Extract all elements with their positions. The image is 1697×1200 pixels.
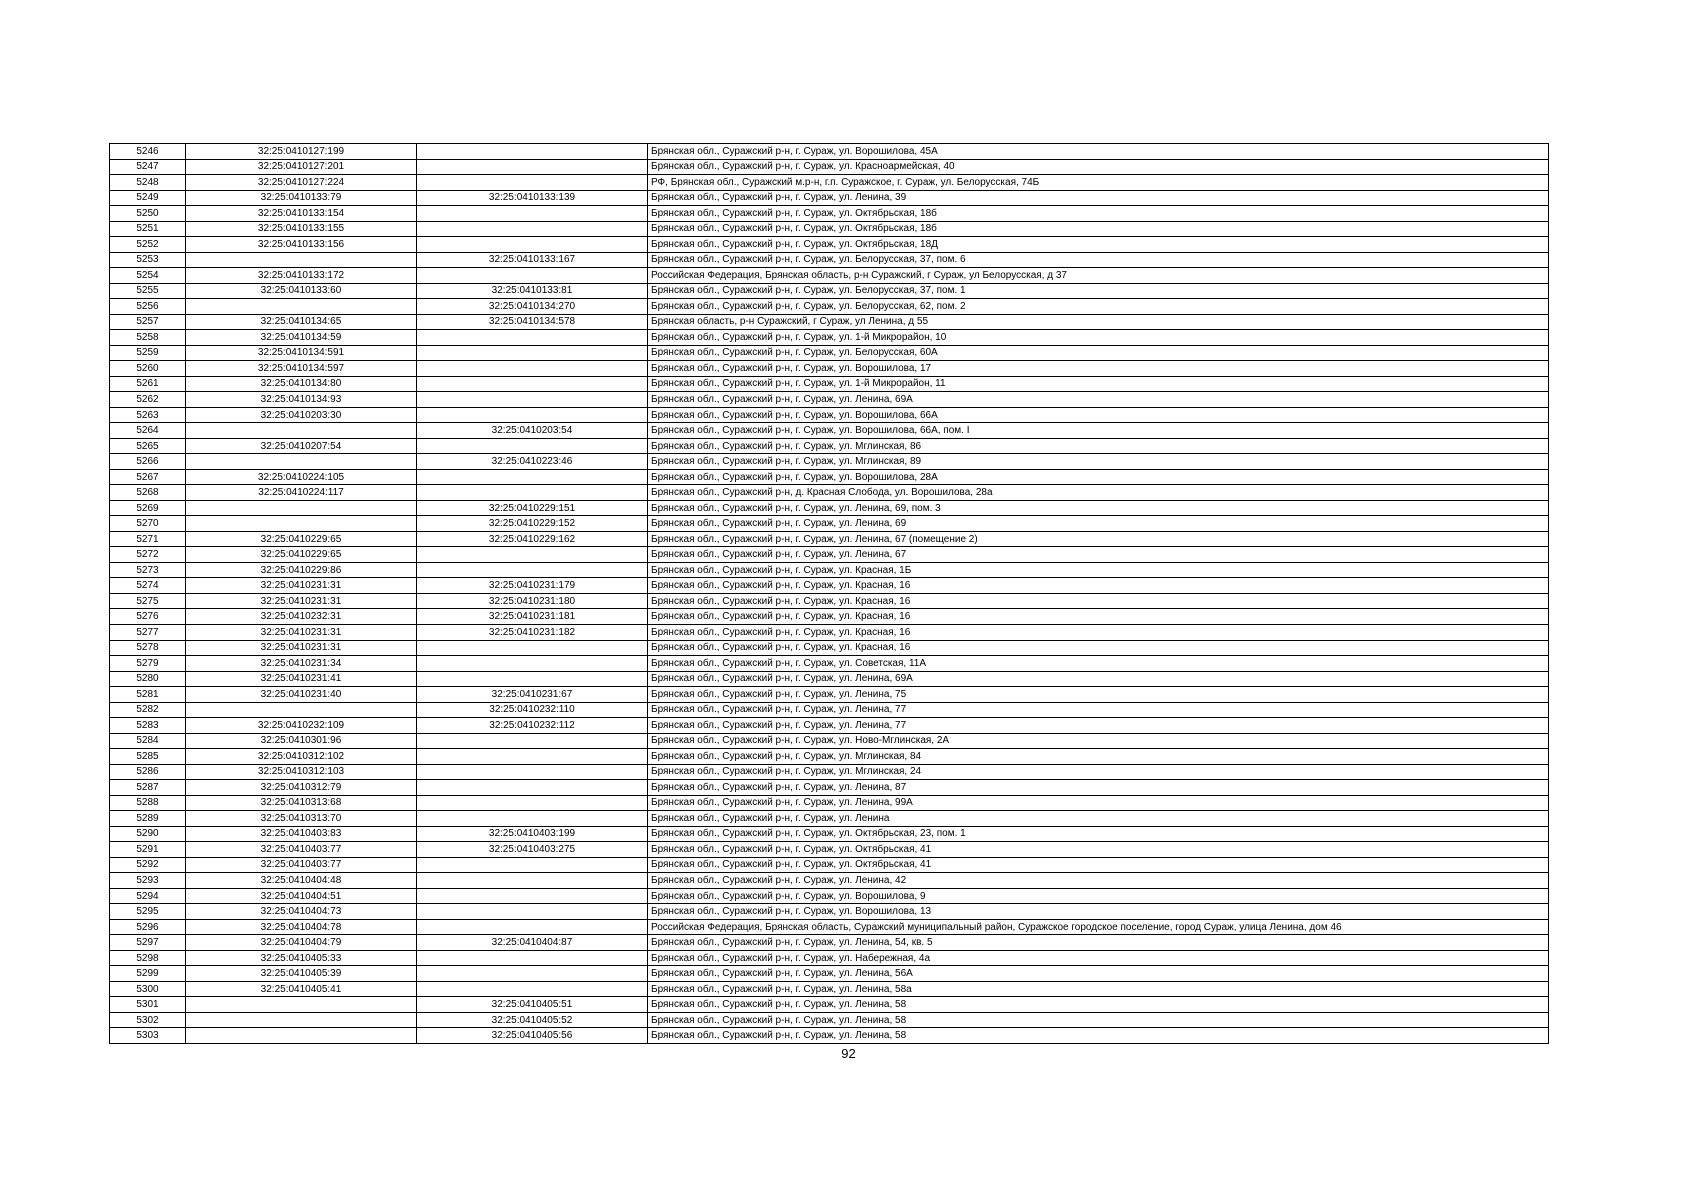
address-cell: Брянская обл., Суражский р-н, г. Сураж, ул. Красная, 16 [648, 609, 1549, 625]
related-cadastral-number-cell [417, 330, 648, 346]
row-number-cell: 5248 [110, 175, 186, 191]
cadastral-number-cell: 32:25:0410133:79 [186, 190, 417, 206]
cadastral-number-cell [186, 500, 417, 516]
table-row [110, 904, 1549, 920]
address-cell: Брянская обл., Суражский р-н, г. Сураж, ул. Ленина, 69А [648, 392, 1549, 408]
row-number-cell: 5252 [110, 237, 186, 253]
address-cell: Брянская обл., Суражский р-н, г. Сураж, ул. Ленина, 69, пом. 3 [648, 500, 1549, 516]
address-cell: Брянская обл., Суражский р-н, г. Сураж, ул. Ленина, 56А [648, 966, 1549, 982]
table-row [110, 159, 1549, 175]
row-number-cell: 5279 [110, 656, 186, 672]
related-cadastral-number-cell [417, 981, 648, 997]
table-row [110, 609, 1549, 625]
related-cadastral-number-cell: 32:25:0410133:139 [417, 190, 648, 206]
related-cadastral-number-cell: 32:25:0410229:152 [417, 516, 648, 532]
related-cadastral-number-cell [417, 268, 648, 284]
row-number-cell: 5270 [110, 516, 186, 532]
related-cadastral-number-cell: 32:25:0410403:275 [417, 842, 648, 858]
related-cadastral-number-cell: 32:25:0410134:578 [417, 314, 648, 330]
cadastral-number-cell: 32:25:0410133:155 [186, 221, 417, 237]
table-row [110, 749, 1549, 765]
cadastral-number-cell: 32:25:0410403:83 [186, 826, 417, 842]
table-row [110, 531, 1549, 547]
related-cadastral-number-cell [417, 376, 648, 392]
related-cadastral-number-cell: 32:25:0410133:81 [417, 283, 648, 299]
table-row [110, 764, 1549, 780]
address-cell: Брянская обл., Суражский р-н, г. Сураж, ул. Мглинская, 86 [648, 438, 1549, 454]
table-row [110, 687, 1549, 703]
row-number-cell: 5298 [110, 950, 186, 966]
row-number-cell: 5278 [110, 640, 186, 656]
related-cadastral-number-cell [417, 795, 648, 811]
table-row [110, 547, 1549, 563]
related-cadastral-number-cell [417, 857, 648, 873]
cadastral-number-cell: 32:25:0410127:224 [186, 175, 417, 191]
related-cadastral-number-cell: 32:25:0410231:182 [417, 624, 648, 640]
address-cell: Брянская обл., Суражский р-н, г. Сураж, ул. Ленина [648, 811, 1549, 827]
cadastral-number-cell: 32:25:0410231:31 [186, 578, 417, 594]
table-row [110, 718, 1549, 734]
table-row [110, 950, 1549, 966]
address-cell: Брянская обл., Суражский р-н, д. Красная Слобода, ул. Ворошилова, 28а [648, 485, 1549, 501]
address-cell: Брянская обл., Суражский р-н, г. Сураж, ул. Ворошилова, 13 [648, 904, 1549, 920]
related-cadastral-number-cell [417, 640, 648, 656]
row-number-cell: 5297 [110, 935, 186, 951]
address-cell: Брянская обл., Суражский р-н, г. Сураж, ул. Октябрьская, 41 [648, 842, 1549, 858]
address-cell: Брянская обл., Суражский р-н, г. Сураж, ул. Октябрьская, 41 [648, 857, 1549, 873]
related-cadastral-number-cell: 32:25:0410134:270 [417, 299, 648, 315]
table-row [110, 857, 1549, 873]
row-number-cell: 5254 [110, 268, 186, 284]
address-cell: Брянская обл., Суражский р-н, г. Сураж, ул. 1-й Микрорайон, 10 [648, 330, 1549, 346]
row-number-cell: 5255 [110, 283, 186, 299]
address-cell: Брянская обл., Суражский р-н, г. Сураж, ул. Ленина, 69 [648, 516, 1549, 532]
related-cadastral-number-cell [417, 749, 648, 765]
cadastral-number-cell [186, 252, 417, 268]
cadastral-number-cell: 32:25:0410134:65 [186, 314, 417, 330]
table-row [110, 624, 1549, 640]
row-number-cell: 5290 [110, 826, 186, 842]
table-row [110, 190, 1549, 206]
related-cadastral-number-cell [417, 904, 648, 920]
row-number-cell: 5274 [110, 578, 186, 594]
table-row [110, 330, 1549, 346]
row-number-cell: 5257 [110, 314, 186, 330]
table-row [110, 562, 1549, 578]
address-cell: Брянская обл., Суражский р-н, г. Сураж, ул. Ворошилова, 66А, пом. I [648, 423, 1549, 439]
address-cell: Брянская обл., Суражский р-н, г. Сураж, ул. Ленина, 99А [648, 795, 1549, 811]
address-cell: Брянская обл., Суражский р-н, г. Сураж, ул. Мглинская, 89 [648, 454, 1549, 470]
table-row [110, 1028, 1549, 1044]
row-number-cell: 5272 [110, 547, 186, 563]
row-number-cell: 5289 [110, 811, 186, 827]
cadastral-number-cell: 32:25:0410134:597 [186, 361, 417, 377]
table-row [110, 733, 1549, 749]
related-cadastral-number-cell: 32:25:0410203:54 [417, 423, 648, 439]
cadastral-number-cell: 32:25:0410127:201 [186, 159, 417, 175]
table-row [110, 811, 1549, 827]
row-number-cell: 5275 [110, 593, 186, 609]
table-row [110, 702, 1549, 718]
table-row [110, 873, 1549, 889]
table-row [110, 175, 1549, 191]
related-cadastral-number-cell [417, 175, 648, 191]
row-number-cell: 5273 [110, 562, 186, 578]
table-row [110, 423, 1549, 439]
cadastral-number-cell: 32:25:0410403:77 [186, 842, 417, 858]
related-cadastral-number-cell: 32:25:0410231:67 [417, 687, 648, 703]
related-cadastral-number-cell [417, 873, 648, 889]
related-cadastral-number-cell: 32:25:0410405:52 [417, 1012, 648, 1028]
related-cadastral-number-cell [417, 733, 648, 749]
cadastral-number-cell: 32:25:0410231:34 [186, 656, 417, 672]
row-number-cell: 5291 [110, 842, 186, 858]
cadastral-number-cell [186, 423, 417, 439]
cadastral-number-cell: 32:25:0410313:70 [186, 811, 417, 827]
cadastral-number-cell: 32:25:0410405:39 [186, 966, 417, 982]
row-number-cell: 5249 [110, 190, 186, 206]
address-cell: Брянская обл., Суражский р-н, г. Сураж, ул. Красная, 1Б [648, 562, 1549, 578]
row-number-cell: 5299 [110, 966, 186, 982]
table-row [110, 795, 1549, 811]
row-number-cell: 5267 [110, 469, 186, 485]
address-cell: Брянская обл., Суражский р-н, г. Сураж, ул. Красная, 16 [648, 593, 1549, 609]
table-row [110, 144, 1549, 160]
table-row [110, 516, 1549, 532]
related-cadastral-number-cell: 32:25:0410231:180 [417, 593, 648, 609]
address-cell: Брянская обл., Суражский р-н, г. Сураж, ул. Ленина, 42 [648, 873, 1549, 889]
cadastral-number-cell: 32:25:0410231:41 [186, 671, 417, 687]
cadastral-number-cell: 32:25:0410224:117 [186, 485, 417, 501]
cadastral-number-cell: 32:25:0410312:102 [186, 749, 417, 765]
related-cadastral-number-cell [417, 656, 648, 672]
related-cadastral-number-cell [417, 237, 648, 253]
related-cadastral-number-cell: 32:25:0410229:162 [417, 531, 648, 547]
cadastral-number-cell: 32:25:0410232:31 [186, 609, 417, 625]
address-cell: Брянская обл., Суражский р-н, г. Сураж, ул. Ленина, 77 [648, 718, 1549, 734]
address-cell: Брянская обл., Суражский р-н, г. Сураж, ул. Ленина, 67 (помещение 2) [648, 531, 1549, 547]
related-cadastral-number-cell: 32:25:0410229:151 [417, 500, 648, 516]
cadastral-number-cell: 32:25:0410313:68 [186, 795, 417, 811]
related-cadastral-number-cell [417, 392, 648, 408]
address-cell: Брянская обл., Суражский р-н, г. Сураж, ул. Ворошилова, 28А [648, 469, 1549, 485]
cadastral-number-cell: 32:25:0410301:96 [186, 733, 417, 749]
related-cadastral-number-cell: 32:25:0410403:199 [417, 826, 648, 842]
cadastral-number-cell: 32:25:0410134:80 [186, 376, 417, 392]
table-row [110, 966, 1549, 982]
table-row [110, 780, 1549, 796]
cadastral-number-cell: 32:25:0410232:109 [186, 718, 417, 734]
cadastral-number-cell [186, 516, 417, 532]
related-cadastral-number-cell [417, 469, 648, 485]
cadastral-number-cell: 32:25:0410224:105 [186, 469, 417, 485]
address-cell: Брянская обл., Суражский р-н, г. Сураж, ул. Ленина, 58 [648, 1028, 1549, 1044]
table-row [110, 578, 1549, 594]
address-cell: Брянская обл., Суражский р-н, г. Сураж, ул. Ворошилова, 45А [648, 144, 1549, 160]
row-number-cell: 5282 [110, 702, 186, 718]
row-number-cell: 5288 [110, 795, 186, 811]
address-cell: Российская Федерация, Брянская область, р-н Суражский, г Сураж, ул Белорусская, д 37 [648, 268, 1549, 284]
related-cadastral-number-cell [417, 780, 648, 796]
address-cell: Брянская обл., Суражский р-н, г. Сураж, ул. Мглинская, 24 [648, 764, 1549, 780]
cadastral-number-cell: 32:25:0410203:30 [186, 407, 417, 423]
cadastral-number-cell: 32:25:0410231:31 [186, 640, 417, 656]
row-number-cell: 5261 [110, 376, 186, 392]
table-row [110, 252, 1549, 268]
address-cell: Брянская обл., Суражский р-н, г. Сураж, ул. Ленина, 67 [648, 547, 1549, 563]
row-number-cell: 5269 [110, 500, 186, 516]
table-row [110, 919, 1549, 935]
table-row [110, 454, 1549, 470]
table-row [110, 640, 1549, 656]
address-cell: Брянская обл., Суражский р-н, г. Сураж, ул. Ленина, 75 [648, 687, 1549, 703]
table-row [110, 656, 1549, 672]
cadastral-number-cell [186, 1012, 417, 1028]
address-cell: Брянская обл., Суражский р-н, г. Сураж, ул. Белорусская, 37, пом. 1 [648, 283, 1549, 299]
table-row [110, 469, 1549, 485]
table-row [110, 438, 1549, 454]
address-cell: Брянская обл., Суражский р-н, г. Сураж, ул. Ленина, 58 [648, 997, 1549, 1013]
cadastral-number-cell: 32:25:0410127:199 [186, 144, 417, 160]
table-row [110, 206, 1549, 222]
related-cadastral-number-cell [417, 547, 648, 563]
address-cell: Брянская обл., Суражский р-н, г. Сураж, ул. Октябрьская, 18б [648, 206, 1549, 222]
related-cadastral-number-cell [417, 144, 648, 160]
related-cadastral-number-cell: 32:25:0410232:110 [417, 702, 648, 718]
table-row [110, 361, 1549, 377]
cadastral-number-cell: 32:25:0410229:65 [186, 547, 417, 563]
table-row [110, 888, 1549, 904]
address-cell: Брянская обл., Суражский р-н, г. Сураж, ул. Октябрьская, 18б [648, 221, 1549, 237]
row-number-cell: 5283 [110, 718, 186, 734]
row-number-cell: 5293 [110, 873, 186, 889]
row-number-cell: 5271 [110, 531, 186, 547]
address-cell: Брянская обл., Суражский р-н, г. Сураж, ул. Ворошилова, 66А [648, 407, 1549, 423]
related-cadastral-number-cell [417, 221, 648, 237]
cadastral-number-cell: 32:25:0410312:103 [186, 764, 417, 780]
related-cadastral-number-cell [417, 485, 648, 501]
related-cadastral-number-cell [417, 966, 648, 982]
table-row [110, 1012, 1549, 1028]
cadastral-number-cell: 32:25:0410312:79 [186, 780, 417, 796]
cadastral-number-cell: 32:25:0410404:51 [186, 888, 417, 904]
row-number-cell: 5302 [110, 1012, 186, 1028]
cadastral-number-cell: 32:25:0410207:54 [186, 438, 417, 454]
related-cadastral-number-cell: 32:25:0410223:46 [417, 454, 648, 470]
table-row [110, 935, 1549, 951]
row-number-cell: 5251 [110, 221, 186, 237]
related-cadastral-number-cell [417, 407, 648, 423]
cadastral-number-cell: 32:25:0410133:172 [186, 268, 417, 284]
cadastral-number-cell: 32:25:0410405:41 [186, 981, 417, 997]
related-cadastral-number-cell [417, 438, 648, 454]
row-number-cell: 5287 [110, 780, 186, 796]
address-cell: Брянская обл., Суражский р-н, г. Сураж, ул. Ленина, 69А [648, 671, 1549, 687]
address-cell: Брянская обл., Суражский р-н, г. Сураж, ул. Октябрьская, 18Д [648, 237, 1549, 253]
table-row [110, 842, 1549, 858]
cadastral-number-cell: 32:25:0410404:73 [186, 904, 417, 920]
table-row [110, 671, 1549, 687]
cadastral-number-cell [186, 997, 417, 1013]
related-cadastral-number-cell: 32:25:0410405:56 [417, 1028, 648, 1044]
registry-table [109, 143, 1549, 1044]
row-number-cell: 5253 [110, 252, 186, 268]
row-number-cell: 5276 [110, 609, 186, 625]
cadastral-number-cell: 32:25:0410134:59 [186, 330, 417, 346]
row-number-cell: 5280 [110, 671, 186, 687]
row-number-cell: 5285 [110, 749, 186, 765]
address-cell: РФ, Брянская обл., Суражский м.р-н, г.п. Суражское, г. Сураж, ул. Белорусская, 74Б [648, 175, 1549, 191]
related-cadastral-number-cell [417, 919, 648, 935]
table-row [110, 593, 1549, 609]
related-cadastral-number-cell: 32:25:0410404:87 [417, 935, 648, 951]
row-number-cell: 5264 [110, 423, 186, 439]
table-row [110, 485, 1549, 501]
row-number-cell: 5247 [110, 159, 186, 175]
cadastral-number-cell: 32:25:0410231:40 [186, 687, 417, 703]
row-number-cell: 5300 [110, 981, 186, 997]
address-cell: Брянская обл., Суражский р-н, г. Сураж, ул. Красная, 16 [648, 640, 1549, 656]
address-cell: Брянская обл., Суражский р-н, г. Сураж, ул. Набережная, 4а [648, 950, 1549, 966]
address-cell: Брянская обл., Суражский р-н, г. Сураж, ул. Белорусская, 62, пом. 2 [648, 299, 1549, 315]
row-number-cell: 5296 [110, 919, 186, 935]
related-cadastral-number-cell [417, 562, 648, 578]
address-cell: Брянская обл., Суражский р-н, г. Сураж, ул. Ленина, 58а [648, 981, 1549, 997]
table-row [110, 237, 1549, 253]
address-cell: Брянская обл., Суражский р-н, г. Сураж, ул. Ленина, 87 [648, 780, 1549, 796]
table-row [110, 299, 1549, 315]
table-row [110, 826, 1549, 842]
address-cell: Брянская обл., Суражский р-н, г. Сураж, ул. Ворошилова, 17 [648, 361, 1549, 377]
row-number-cell: 5246 [110, 144, 186, 160]
related-cadastral-number-cell [417, 950, 648, 966]
row-number-cell: 5265 [110, 438, 186, 454]
cadastral-number-cell: 32:25:0410405:33 [186, 950, 417, 966]
cadastral-number-cell: 32:25:0410133:156 [186, 237, 417, 253]
table-row [110, 500, 1549, 516]
related-cadastral-number-cell: 32:25:0410231:181 [417, 609, 648, 625]
row-number-cell: 5260 [110, 361, 186, 377]
row-number-cell: 5303 [110, 1028, 186, 1044]
table-row [110, 407, 1549, 423]
cadastral-number-cell [186, 299, 417, 315]
cadastral-number-cell: 32:25:0410229:86 [186, 562, 417, 578]
address-cell: Брянская область, р-н Суражский, г Сураж, ул Ленина, д 55 [648, 314, 1549, 330]
table-row [110, 283, 1549, 299]
address-cell: Брянская обл., Суражский р-н, г. Сураж, ул. Красная, 16 [648, 578, 1549, 594]
cadastral-number-cell: 32:25:0410133:154 [186, 206, 417, 222]
related-cadastral-number-cell [417, 206, 648, 222]
address-cell: Брянская обл., Суражский р-н, г. Сураж, ул. Ленина, 54, кв. 5 [648, 935, 1549, 951]
related-cadastral-number-cell [417, 671, 648, 687]
row-number-cell: 5259 [110, 345, 186, 361]
row-number-cell: 5292 [110, 857, 186, 873]
address-cell: Брянская обл., Суражский р-н, г. Сураж, ул. Белорусская, 60А [648, 345, 1549, 361]
cadastral-number-cell: 32:25:0410231:31 [186, 624, 417, 640]
cadastral-number-cell: 32:25:0410404:78 [186, 919, 417, 935]
address-cell: Брянская обл., Суражский р-н, г. Сураж, ул. Красная, 16 [648, 624, 1549, 640]
cadastral-number-cell [186, 1028, 417, 1044]
cadastral-number-cell: 32:25:0410404:79 [186, 935, 417, 951]
address-cell: Российская Федерация, Брянская область, Суражский муниципальный район, Суражское городское поселение, город Сураж, улица Ленина, дом 46 [648, 919, 1549, 935]
row-number-cell: 5266 [110, 454, 186, 470]
row-number-cell: 5281 [110, 687, 186, 703]
table-row [110, 314, 1549, 330]
address-cell: Брянская обл., Суражский р-н, г. Сураж, ул. Ворошилова, 9 [648, 888, 1549, 904]
cadastral-number-cell: 32:25:0410133:60 [186, 283, 417, 299]
row-number-cell: 5268 [110, 485, 186, 501]
address-cell: Брянская обл., Суражский р-н, г. Сураж, ул. Белорусская, 37, пом. 6 [648, 252, 1549, 268]
row-number-cell: 5301 [110, 997, 186, 1013]
table-row [110, 981, 1549, 997]
table-row [110, 345, 1549, 361]
related-cadastral-number-cell: 32:25:0410232:112 [417, 718, 648, 734]
row-number-cell: 5250 [110, 206, 186, 222]
related-cadastral-number-cell: 32:25:0410405:51 [417, 997, 648, 1013]
row-number-cell: 5258 [110, 330, 186, 346]
row-number-cell: 5263 [110, 407, 186, 423]
cadastral-number-cell: 32:25:0410229:65 [186, 531, 417, 547]
row-number-cell: 5286 [110, 764, 186, 780]
address-cell: Брянская обл., Суражский р-н, г. Сураж, ул. Ленина, 58 [648, 1012, 1549, 1028]
address-cell: Брянская обл., Суражский р-н, г. Сураж, ул. Ново-Мглинская, 2А [648, 733, 1549, 749]
address-cell: Брянская обл., Суражский р-н, г. Сураж, ул. 1-й Микрорайон, 11 [648, 376, 1549, 392]
related-cadastral-number-cell [417, 159, 648, 175]
related-cadastral-number-cell [417, 345, 648, 361]
table-row [110, 997, 1549, 1013]
address-cell: Брянская обл., Суражский р-н, г. Сураж, ул. Красноармейская, 40 [648, 159, 1549, 175]
cadastral-number-cell [186, 702, 417, 718]
address-cell: Брянская обл., Суражский р-н, г. Сураж, ул. Ленина, 77 [648, 702, 1549, 718]
row-number-cell: 5294 [110, 888, 186, 904]
address-cell: Брянская обл., Суражский р-н, г. Сураж, ул. Октябрьская, 23, пом. 1 [648, 826, 1549, 842]
table-row [110, 221, 1549, 237]
page-number: 92 [841, 1046, 856, 1061]
row-number-cell: 5284 [110, 733, 186, 749]
cadastral-number-cell: 32:25:0410231:31 [186, 593, 417, 609]
cadastral-number-cell: 32:25:0410403:77 [186, 857, 417, 873]
address-cell: Брянская обл., Суражский р-н, г. Сураж, ул. Советская, 11А [648, 656, 1549, 672]
cadastral-number-cell: 32:25:0410134:93 [186, 392, 417, 408]
address-cell: Брянская обл., Суражский р-н, г. Сураж, ул. Ленина, 39 [648, 190, 1549, 206]
cadastral-number-cell: 32:25:0410134:591 [186, 345, 417, 361]
table-row [110, 268, 1549, 284]
related-cadastral-number-cell [417, 888, 648, 904]
related-cadastral-number-cell: 32:25:0410231:179 [417, 578, 648, 594]
row-number-cell: 5262 [110, 392, 186, 408]
address-cell: Брянская обл., Суражский р-н, г. Сураж, ул. Мглинская, 84 [648, 749, 1549, 765]
related-cadastral-number-cell [417, 811, 648, 827]
registry-table-body [110, 144, 1549, 1044]
table-row [110, 392, 1549, 408]
row-number-cell: 5295 [110, 904, 186, 920]
related-cadastral-number-cell [417, 764, 648, 780]
related-cadastral-number-cell: 32:25:0410133:167 [417, 252, 648, 268]
row-number-cell: 5256 [110, 299, 186, 315]
table-row [110, 376, 1549, 392]
row-number-cell: 5277 [110, 624, 186, 640]
cadastral-number-cell [186, 454, 417, 470]
cadastral-number-cell: 32:25:0410404:48 [186, 873, 417, 889]
related-cadastral-number-cell [417, 361, 648, 377]
